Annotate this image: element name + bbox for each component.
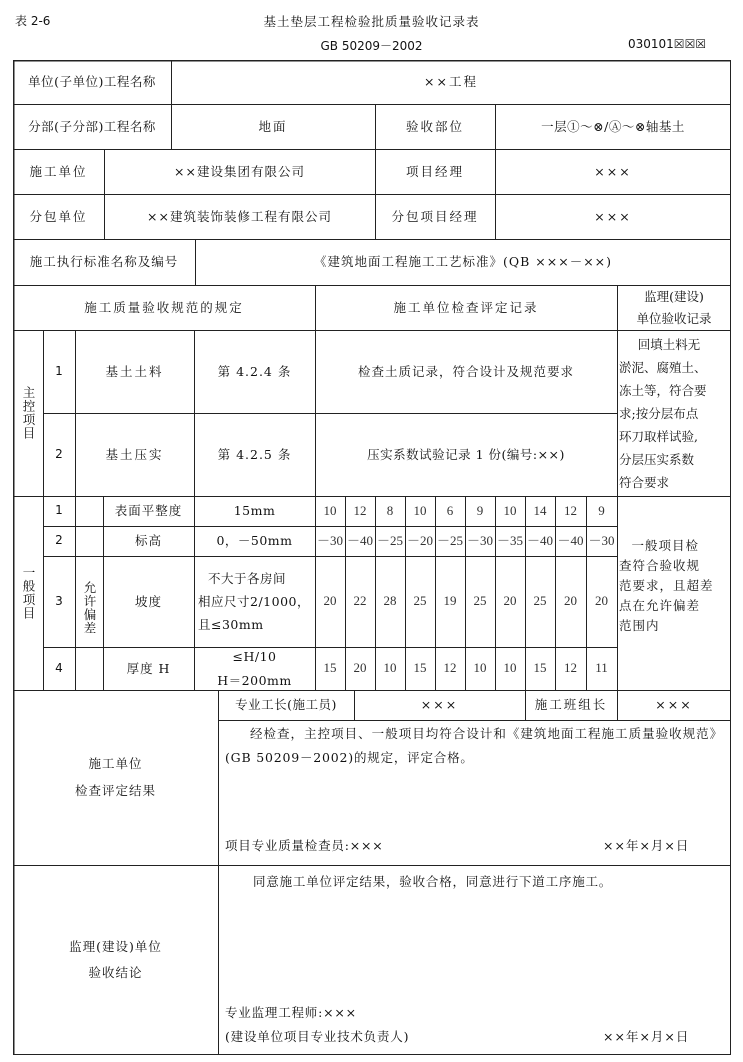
general-item-no: 3 [55, 593, 63, 608]
requirement-line: 相应尺寸2/1000， [198, 593, 310, 609]
project-manager-value: ××× [594, 163, 632, 179]
form-code: 030101☒☒☒ [628, 37, 707, 51]
requirement-line: H＝200mm [217, 672, 292, 688]
allowable-deviation-label: 允许偏差 [82, 581, 97, 635]
measured-value: 15 [533, 660, 547, 676]
note-line: 点在允许偏差 [619, 598, 701, 613]
measured-value: 10 [473, 660, 487, 676]
supervision-column-header [617, 285, 731, 330]
measured-value: 25 [533, 593, 547, 609]
note-line: 冻土等，符合要 [619, 383, 707, 398]
measured-value: 15 [413, 660, 427, 676]
table-number: 表 2-6 [15, 14, 51, 28]
supervision-date: ××年×月×日 [603, 1029, 690, 1044]
measured-value: 12 [353, 502, 367, 518]
note-line: 范围内 [619, 618, 660, 633]
measured-value: 19 [443, 593, 457, 609]
general-item-name: 标高 [134, 533, 162, 548]
general-items-label: 一般项目 [21, 566, 36, 620]
requirement-line: 不大于各房间 [208, 570, 287, 586]
main-item-clause: 第 4.2.4 条 [217, 363, 292, 379]
requirement-line: ≤H/10 [232, 649, 277, 665]
label-line1: 施工单位 [88, 756, 143, 772]
measured-value: －20 [406, 532, 433, 548]
general-item-requirement [194, 526, 315, 556]
foreman-label: 专业工长(施工员) [235, 697, 337, 712]
note-line: 查符合验收规 [619, 558, 701, 573]
supervision-header-line1: 监理(建设) [644, 289, 704, 305]
measured-value: 9 [598, 502, 605, 518]
note-line: 分层压实系数 [619, 452, 695, 467]
label-line1: 监理(建设)单位 [69, 938, 162, 954]
main-item-name: 基土压实 [105, 446, 164, 462]
acceptance-form [13, 60, 731, 1055]
label-line2: 验收结论 [88, 965, 143, 980]
note-line: 范要求，且超差 [619, 578, 714, 593]
main-supervision-note [619, 333, 729, 494]
general-item-name: 表面平整度 [114, 503, 183, 518]
contractor-date: ××年×月×日 [603, 838, 690, 853]
spec-column-header: 施工质量验收规范的规定 [84, 299, 244, 315]
measured-value: 20 [503, 593, 517, 609]
standard-label: 施工执行标准名称及编号 [29, 254, 179, 269]
sub-project-manager-value: ××× [594, 208, 632, 224]
main-item-record: 压实系数试验记录 1 份(编号:××) [367, 446, 565, 462]
measured-value: 10 [503, 660, 517, 676]
measured-value: 11 [595, 660, 608, 676]
main-item-no: 2 [55, 446, 63, 461]
measured-value: －30 [466, 532, 493, 548]
inspection-part-value: 一层①～⊗/Ⓐ～⊗轴基土 [541, 118, 685, 134]
project-manager-label: 项目经理 [405, 163, 464, 179]
note-line: 符合要求 [619, 475, 670, 490]
measured-value: 28 [383, 593, 397, 609]
label-line2: 检查评定结果 [74, 782, 156, 798]
contractor-value: ××建设集团有限公司 [174, 163, 305, 179]
supervision-result-text: 同意施工单位评定结果，验收合格，同意进行下道工序施工。 [253, 874, 613, 889]
measured-value: 15 [323, 660, 337, 676]
measured-value: 12 [443, 660, 457, 676]
form-title: 基土垫层工程检验批质量验收记录表 [263, 14, 480, 29]
supervision-header-line2: 单位验收记录 [636, 310, 712, 326]
contractor-result-label [13, 690, 218, 865]
team-leader-label: 施工班组长 [534, 697, 608, 712]
subcontractor-value: ××建筑装饰装修工程有限公司 [147, 208, 332, 224]
general-item-no: 1 [55, 503, 63, 518]
measured-value: 8 [386, 502, 394, 518]
measured-value: 25 [413, 593, 427, 609]
note-line: 回填土料无 [637, 337, 701, 352]
sub-project-value: 地面 [258, 118, 288, 134]
contractor-result-text: 经检查，主控项目、一般项目均符合设计和《建筑地面工程施工质量验收规范》(GB 50209－2002)的规定，评定合格。 [225, 726, 723, 766]
team-leader-value: ××× [655, 697, 693, 712]
standard-value: 《建筑地面工程施工工艺标准》(QB ×××－××) [313, 254, 613, 269]
general-item-name: 厚度 H [126, 660, 171, 676]
note-line: 淤泥、腐殖土、 [619, 360, 707, 375]
measured-value: －40 [526, 532, 553, 548]
measured-value: －35 [496, 532, 523, 548]
measured-value: －25 [376, 532, 403, 548]
main-item-name: 基土土料 [105, 363, 164, 379]
note-line: 求;按分层布点 [619, 406, 699, 421]
main-control-label: 主控项目 [21, 386, 36, 440]
measured-value: －25 [436, 532, 463, 548]
requirement-line: 0，－50mm [216, 533, 293, 549]
main-item-clause: 第 4.2.5 条 [217, 446, 292, 462]
measured-value: －40 [346, 532, 373, 548]
contractor-label: 施工单位 [29, 163, 88, 179]
supervision-engineer: 专业监理工程师:××× [225, 1005, 357, 1020]
unit-project-label: 单位(子单位)工程名称 [28, 74, 156, 89]
general-item-requirement [194, 556, 315, 647]
sub-project-label: 分部(子分部)工程名称 [28, 118, 156, 134]
client-tech-lead: (建设单位项目专业技术负责人) [225, 1029, 410, 1044]
requirement-line: 且≤30mm [198, 617, 264, 633]
main-item-no: 1 [55, 363, 63, 378]
measured-value: －30 [316, 532, 343, 548]
supervision-result-label [13, 865, 218, 1055]
measured-value: 22 [353, 593, 367, 609]
subcontractor-label: 分包单位 [29, 208, 88, 224]
measured-value: 10 [323, 502, 337, 518]
unit-project-value: ××工程 [424, 74, 478, 89]
inspection-part-label: 验收部位 [405, 118, 464, 134]
requirement-line: 15mm [233, 503, 276, 519]
general-item-name: 坡度 [134, 593, 162, 609]
measured-value: －30 [588, 532, 615, 548]
general-item-requirement [194, 647, 315, 690]
note-line: 一般项目检 [631, 538, 700, 553]
sub-project-manager-label: 分包项目经理 [391, 208, 479, 224]
measured-value: 10 [503, 502, 517, 518]
main-item-record: 检查土质记录，符合设计及规范要求 [357, 363, 574, 379]
standard-code: GB 50209－2002 [320, 39, 423, 53]
general-item-no: 2 [55, 533, 63, 548]
measured-value: 9 [476, 502, 484, 518]
general-supervision-note [619, 536, 729, 636]
measured-value: 20 [564, 593, 577, 609]
measured-value: 20 [353, 660, 367, 676]
measured-value: 25 [473, 593, 487, 609]
general-item-requirement [194, 496, 315, 526]
measured-value: 14 [533, 502, 547, 518]
measured-value: 20 [323, 593, 337, 609]
measured-value: 10 [413, 502, 427, 518]
foreman-value: ××× [420, 697, 459, 712]
note-line: 环刀取样试验, [619, 429, 698, 444]
record-column-header: 施工单位检查评定记录 [393, 299, 539, 315]
measured-value: 10 [383, 660, 397, 676]
measured-value: 12 [564, 660, 577, 676]
measured-value: 12 [564, 502, 577, 518]
measured-value: －40 [557, 532, 584, 548]
general-item-no: 4 [55, 660, 63, 675]
measured-value: 6 [446, 502, 454, 518]
quality-inspector: 项目专业质量检查员:××× [225, 838, 384, 853]
measured-value: 20 [595, 593, 608, 609]
